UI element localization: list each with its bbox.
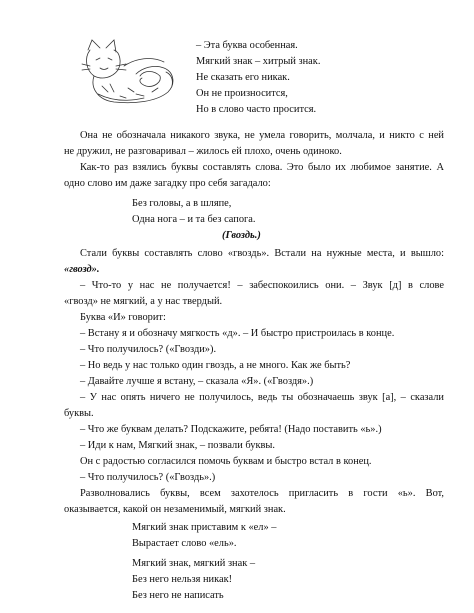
dialog-line: Стали буквы составлять слово «гвоздь». Встали на нужные места, и вышло: — [80, 248, 444, 259]
poem-line: Без него нельзя никак! — [132, 574, 233, 585]
poem-line: Мягкий знак, мягкий знак – — [132, 558, 256, 569]
dialog-line: оказывается, какой он незаменимый, мягкий знак. — [64, 504, 286, 515]
dialog-line: Он с радостью согласился помочь буквам и быстро встал в конец. — [80, 456, 372, 467]
dialog-line: – Что же буквам делать? Подскажите, ребята! (Надо поставить «ь».) — [80, 424, 382, 435]
dialog-line: – Что получилось? («Гвозди»). — [80, 344, 217, 355]
dialog-line: Разволновались буквы, всем захотелось пригласить в гости «ь». Вот, — [80, 488, 444, 499]
poem-line: Вырастает слово «ель». — [132, 538, 237, 549]
dialog-line: – Что-то у нас не получается! – забеспокоились они. – Звук [д] в слове — [80, 280, 444, 291]
poem-line: Мягкий знак – хитрый знак. — [196, 56, 321, 67]
dialog-line: «гвозд» не мягкий, а у нас твердый. — [64, 296, 223, 307]
dialog-line: – Иди к нам, Мягкий знак, – позвали буквы. — [80, 440, 275, 451]
riddle-line: Одна нога – и та без сапога. — [132, 214, 256, 225]
poem-line: Но в слово часто просится. — [196, 104, 317, 115]
dialog-line: Буква «И» говорит: — [80, 312, 166, 323]
poem-line: – Эта буква особенная. — [196, 40, 298, 51]
dialog-line: – Давайте лучше я встану, – сказала «Я». («Гвоздя».) — [80, 376, 314, 387]
paragraph-line: Она не обозначала никакого звука, не умела говорить, молчала, и никто с ней — [80, 130, 444, 141]
cat-illustration — [80, 36, 180, 108]
dialog-line: буквы. — [64, 408, 94, 419]
dialog-line: – Встану я и обозначу мягкость «д». – И быстро пристроилась в конце. — [80, 328, 395, 339]
riddle-line: Без головы, а в шляпе, — [132, 198, 232, 209]
dialog-line: – У нас опять ничего не получилось, ведь ты обозначаешь звук [а], – сказали — [80, 392, 444, 403]
dialog-line: – Но ведь у нас только один гвоздь, а не много. Как же быть? — [80, 360, 351, 371]
poem-line: Он не произносится, — [196, 88, 288, 99]
paragraph-line: Как-то раз взялись буквы составлять слова. Это было их любимое занятие. А — [80, 162, 444, 173]
poem-line: Мягкий знак приставим к «ел» – — [132, 522, 277, 533]
paragraph-line: одно слово им даже загадку про себя загадало: — [64, 178, 271, 189]
riddle-answer: (Гвоздь.) — [222, 230, 261, 241]
dialog-line: «гвозд». — [64, 264, 100, 275]
poem-line: Без него не написать — [132, 590, 224, 601]
dialog-line: – Что получилось? («Гвоздь».) — [80, 472, 216, 483]
paragraph-line: не дружил, не разговаривал – жилось ей плохо, очень одиноко. — [64, 146, 342, 157]
poem-line: Не сказать его никак. — [196, 72, 290, 83]
